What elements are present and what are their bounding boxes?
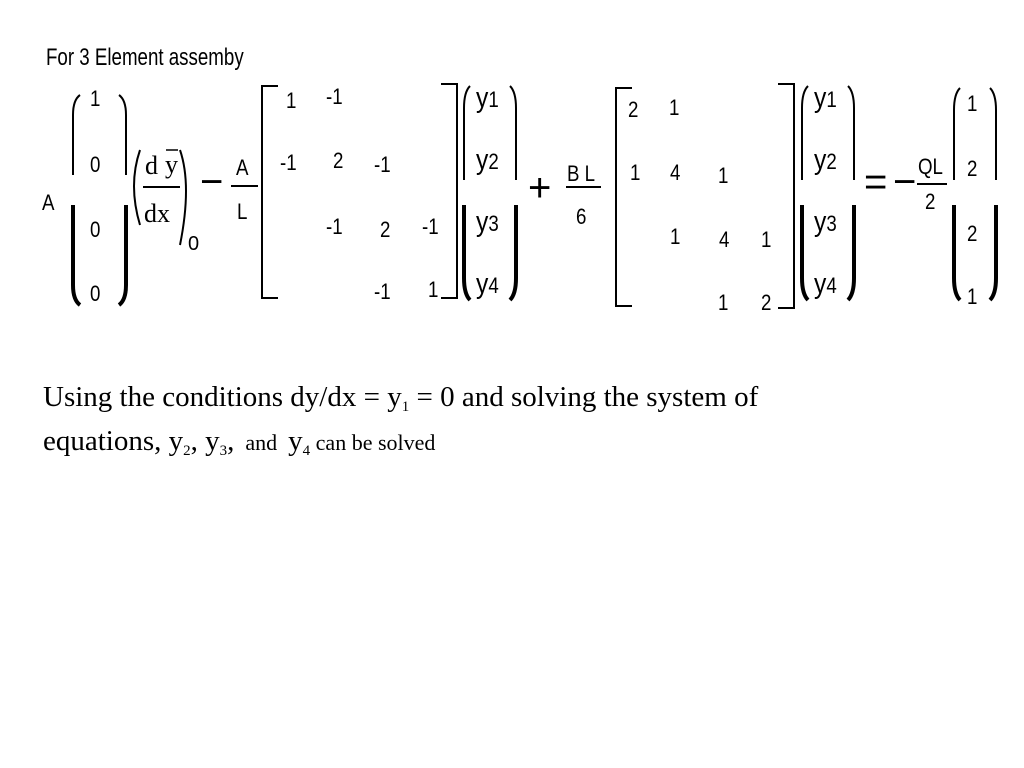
yvec2-entry: y4 — [814, 268, 837, 300]
matrix2-cell: 1 — [669, 95, 680, 120]
minus-sign-2: − — [893, 160, 917, 204]
yvec2-entry: y3 — [814, 206, 837, 238]
matrix1-cell: 2 — [380, 217, 391, 242]
matrix1-cell: -1 — [374, 279, 391, 304]
derivative-den: dx — [144, 199, 170, 228]
matrix2-cell: 1 — [718, 290, 729, 315]
lhs-factor: A — [42, 190, 55, 215]
derivative-eval: 0 — [188, 233, 200, 255]
paragraph-line-1: Using the conditions dy/dx = y1 = 0 and solving the system of — [43, 381, 759, 415]
matrix2-cell: 1 — [718, 163, 729, 188]
yvec2-entry: y1 — [814, 82, 837, 114]
matrix1-cell: -1 — [326, 214, 343, 239]
matrix1-cell: 2 — [333, 148, 344, 173]
minus-sign: − — [200, 160, 224, 204]
frac1-num: A — [236, 155, 249, 180]
matrix1-cell: 1 — [286, 88, 297, 113]
frac2-den: 6 — [576, 204, 587, 229]
vec-a-entry: 0 — [90, 281, 101, 306]
slide-title: For 3 Element assemby — [46, 44, 244, 71]
matrix2-cell: 1 — [630, 160, 641, 185]
yvec1-entry: y3 — [476, 206, 499, 238]
equals-sign: = — [864, 160, 888, 204]
matrix2-cell: 1 — [670, 224, 681, 249]
vec-a-entry: 0 — [90, 152, 101, 177]
yvec1-entry: y4 — [476, 268, 499, 300]
frac1-den: L — [237, 199, 248, 224]
matrix2-cell: 2 — [761, 290, 772, 315]
matrix2-cell: 2 — [628, 97, 639, 122]
vec-b-entry: 1 — [967, 284, 978, 309]
matrix1-cell: 1 — [428, 277, 439, 302]
matrix1-cell: -1 — [326, 84, 343, 109]
frac3-den: 2 — [925, 189, 936, 214]
vec-a-entry: 0 — [90, 217, 101, 242]
yvec1-entry: y1 — [476, 82, 499, 114]
frac2-num: B L — [567, 161, 596, 186]
vec-b-entry: 1 — [967, 91, 978, 116]
matrix1-cell: -1 — [280, 150, 297, 175]
yvec2-entry: y2 — [814, 144, 837, 176]
paragraph-line-2: equations, y2, y3, and y4 can be solved — [43, 425, 436, 459]
matrix1-cell: -1 — [374, 152, 391, 177]
yvec1-entry: y2 — [476, 144, 499, 176]
vec-b-entry: 2 — [967, 221, 978, 246]
matrix1-cell: -1 — [422, 214, 439, 239]
vec-b-entry: 2 — [967, 156, 978, 181]
matrix2-cell: 1 — [761, 227, 772, 252]
frac3-num: QL — [918, 154, 943, 179]
matrix2-cell: 4 — [719, 227, 730, 252]
derivative-num-y: y — [165, 150, 178, 179]
matrix2-cell: 4 — [670, 160, 681, 185]
vec-a-entry: 1 — [90, 86, 101, 111]
derivative-num-d: d — [145, 151, 158, 180]
plus-sign: + — [528, 166, 552, 210]
